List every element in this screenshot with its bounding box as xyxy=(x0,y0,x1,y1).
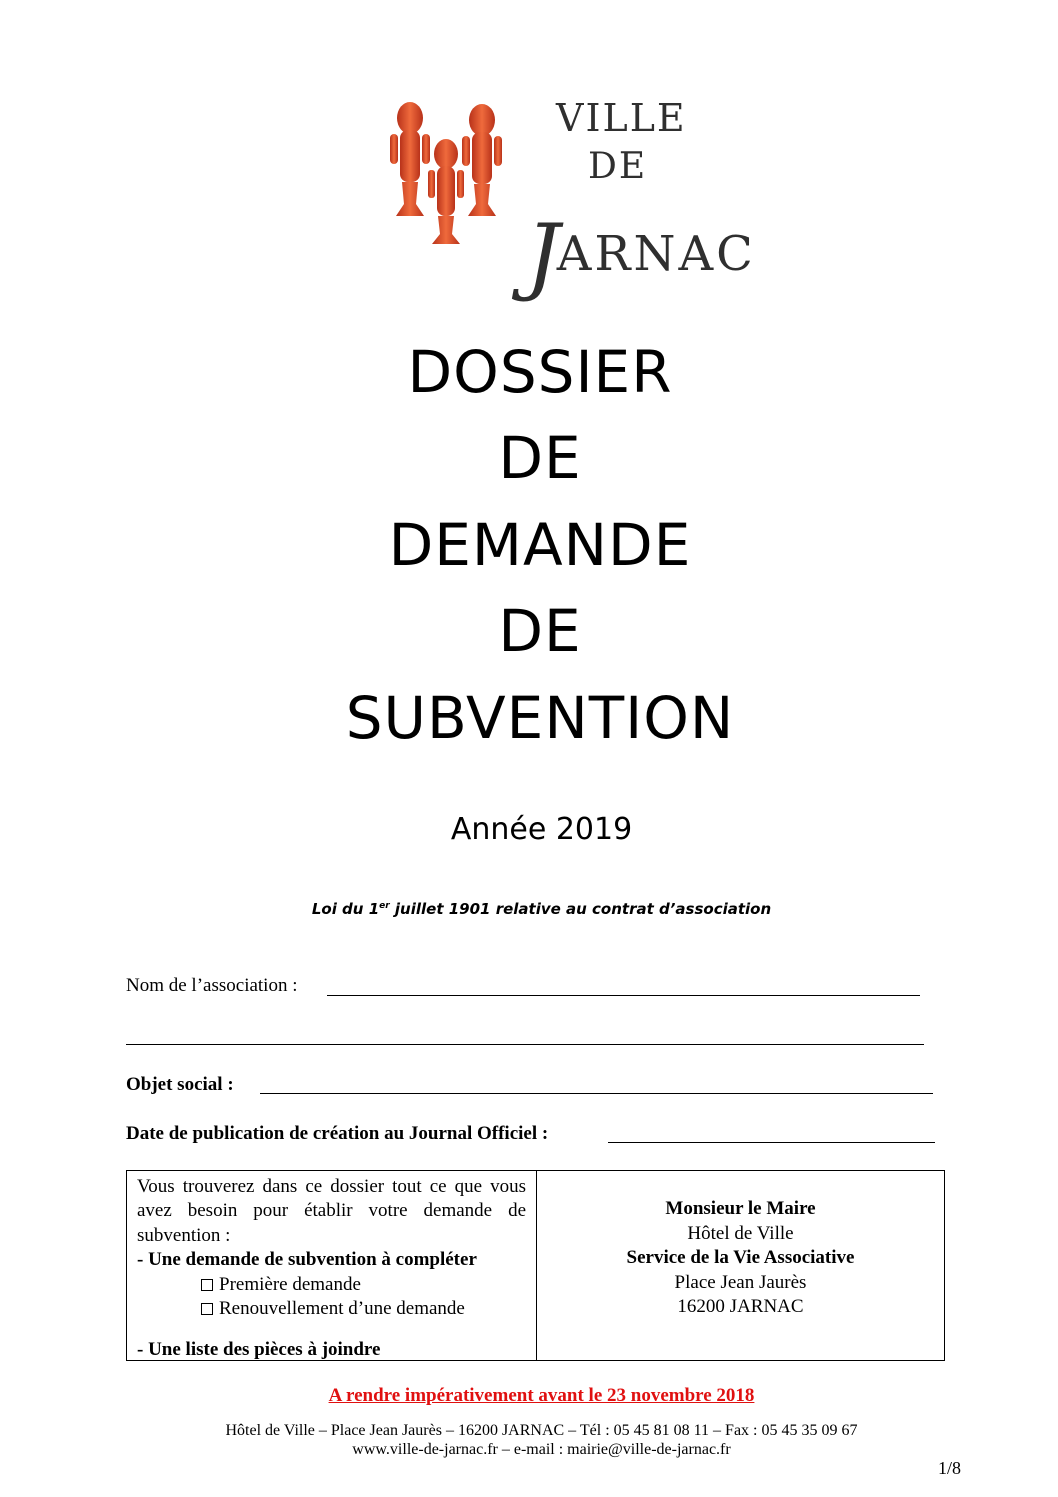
contents-intro: Vous trouverez dans ce dossier tout ce que vous avez besoin pour établir votre demande de subvention : xyxy=(137,1176,526,1246)
year: Année 2019 xyxy=(450,812,633,847)
title-line-5: SUBVENTION xyxy=(345,684,735,752)
title-line-2: DE xyxy=(498,424,582,492)
logo-text-arnac: ARNAC xyxy=(556,226,756,282)
title-line-3: DEMANDE xyxy=(388,511,692,579)
recipient-street: Place Jean Jaurès xyxy=(674,1271,807,1293)
title-line-4: DE xyxy=(498,597,582,665)
contents-column xyxy=(127,1171,537,1360)
publication-date-field[interactable] xyxy=(608,1142,935,1143)
contents-item-request: - Une demande de subvention à compléter xyxy=(137,1249,477,1271)
option-renewal-label: Renouvellement d’une demande xyxy=(219,1298,465,1320)
logo-text-de: DE xyxy=(588,146,648,187)
option-renewal[interactable] xyxy=(137,1297,526,1321)
checkbox-renewal[interactable] xyxy=(201,1303,213,1315)
recipient-mayor: Monsieur le Maire xyxy=(665,1198,816,1219)
association-name-label: Nom de l’association : xyxy=(126,975,298,996)
law-sup: er xyxy=(379,901,390,911)
recipient-town-hall: Hôtel de Ville xyxy=(687,1222,794,1244)
recipient-service: Service de la Vie Associative xyxy=(626,1247,855,1269)
footer-contact: www.ville-de-jarnac.fr – e-mail : mairie@ville-de-jarnac.fr xyxy=(352,1441,731,1458)
ville-de-jarnac-logo xyxy=(380,84,756,304)
law-reference xyxy=(0,900,1058,918)
logo-text-jarnac xyxy=(526,192,756,304)
info-box xyxy=(126,1170,945,1361)
social-object-field[interactable] xyxy=(260,1093,933,1094)
footer-address: Hôtel de Ville – Place Jean Jaurès – 16200 JARNAC – Tél : 05 45 81 08 11 – Fax : 05 45 35 09 67 xyxy=(225,1422,858,1439)
contents-item-documents: - Une liste des pièces à joindre xyxy=(137,1339,381,1361)
logo-initial-j: J xyxy=(526,206,563,304)
recipient-city: 16200 JARNAC xyxy=(677,1296,804,1318)
checkbox-first-request[interactable] xyxy=(201,1279,213,1291)
option-first-request-label: Première demande xyxy=(219,1273,361,1295)
logo-figures-icon xyxy=(380,84,530,274)
association-name-field[interactable] xyxy=(327,995,920,996)
law-suffix: juillet 1901 relative au contrat d’association xyxy=(389,900,772,918)
logo-text-ville: VILLE xyxy=(556,96,687,140)
page-number: 1/8 xyxy=(938,1458,962,1478)
title-line-1: DOSSIER xyxy=(407,338,673,406)
recipient-address xyxy=(537,1171,944,1360)
publication-date-label: Date de publication de création au Journal Officiel : xyxy=(126,1123,549,1144)
deadline-notice: A rendre impérativement avant le 23 novembre 2018 xyxy=(328,1385,755,1406)
association-name-field-line2[interactable] xyxy=(126,1044,924,1045)
option-first-request[interactable] xyxy=(137,1273,526,1297)
social-object-label: Objet social : xyxy=(126,1074,234,1095)
law-prefix: Loi du 1 xyxy=(311,900,380,918)
